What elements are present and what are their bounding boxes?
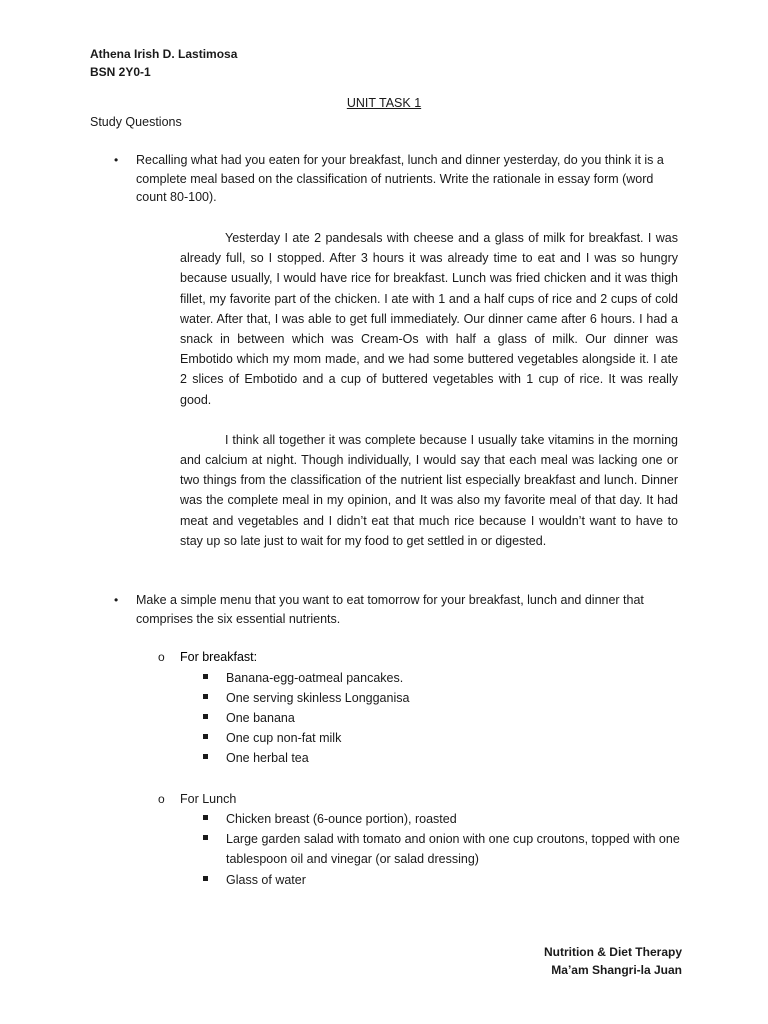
menu-item-text: One herbal tea xyxy=(226,751,309,765)
question-2-text: Make a simple menu that you want to eat tomorrow for your breakfast, lunch and dinner that comprises the six essential nutrients. xyxy=(136,593,644,626)
list-item xyxy=(0,688,768,708)
list-item xyxy=(0,668,768,688)
square-bullet-icon xyxy=(203,714,208,719)
circle-bullet-icon: o xyxy=(158,792,165,806)
menu-item-text: One banana xyxy=(226,711,295,725)
lunch-heading: For Lunch xyxy=(180,792,237,806)
list-item xyxy=(0,748,768,768)
square-bullet-icon xyxy=(203,754,208,759)
square-bullet-icon xyxy=(203,876,208,881)
list-item xyxy=(0,829,768,869)
page-title: UNIT TASK 1 xyxy=(346,96,422,110)
essay-paragraph-1: Yesterday I ate 2 pandesals with cheese and a glass of milk for breakfast. I was already full, so I stopped. After 3 hours it was already time to eat and I was so hungry because usually, I would have rice for breakfast. Lunch was fried chicken and it was thigh fillet, my favorite part of the chicken. I ate with 1 and a half cups of rice and 2 cups of cold water. After that, I was able to get full immediately. Our dinner came after 6 hours. I had a snack in between which was Cream-Os with half a glass of milk. Our dinner was Embotido which my mom made, and we had some buttered vegetables alongside it. I ate 2 slices of Embotido and a cup of buttered vegetables with 1 cup of rice. It was really good. xyxy=(180,231,678,407)
menu-item-text: One cup non-fat milk xyxy=(226,731,342,745)
question-1-text: Recalling what had you eaten for your breakfast, lunch and dinner yesterday, do you think it is a complete meal based on the classification of nutrients. Write the rationale in essay form (word count 80-100). xyxy=(136,153,664,204)
section-label: Study Questions xyxy=(90,115,182,129)
square-bullet-icon xyxy=(203,734,208,739)
student-name: Athena Irish D. Lastimosa xyxy=(90,47,238,61)
list-item xyxy=(0,728,768,748)
essay-answer xyxy=(180,228,678,551)
footer-instructor: Ma’am Shangri-la Juan xyxy=(551,963,682,977)
bullet-icon: • xyxy=(114,153,119,167)
student-course: BSN 2Y0-1 xyxy=(90,65,151,79)
square-bullet-icon xyxy=(203,815,208,820)
list-item xyxy=(0,809,768,829)
square-bullet-icon xyxy=(203,694,208,699)
bullet-icon: • xyxy=(114,593,119,607)
footer-subject: Nutrition & Diet Therapy xyxy=(543,945,682,959)
circle-bullet-icon: o xyxy=(158,650,165,664)
breakfast-heading: For breakfast: xyxy=(180,650,258,664)
list-item xyxy=(0,870,768,890)
menu-item-text: One serving skinless Longganisa xyxy=(226,691,410,705)
list-item xyxy=(0,708,768,728)
menu-item-text: Glass of water xyxy=(226,873,306,887)
menu-item-text: Banana-egg-oatmeal pancakes. xyxy=(226,671,404,685)
menu-item-text: Chicken breast (6-ounce portion), roasted xyxy=(226,812,457,826)
menu-item-text: Large garden salad with tomato and onion with one cup croutons, topped with one tablespoon oil and vinegar (or salad dressing) xyxy=(226,832,680,866)
essay-paragraph-2: I think all together it was complete because I usually take vitamins in the morning and calcium at night. Though individually, I would say that each meal was lacking one or two things from the classification of the nutrient list especially breakfast and lunch. Dinner was the complete meal in my opinion, and It was also my favorite meal of that day. It had meat and vegetables and I didn’t eat that much rice because I wouldn’t want to have to stay up so late just to wait for my food to get settled in or digested. xyxy=(180,432,678,548)
square-bullet-icon xyxy=(203,835,208,840)
square-bullet-icon xyxy=(203,674,208,679)
